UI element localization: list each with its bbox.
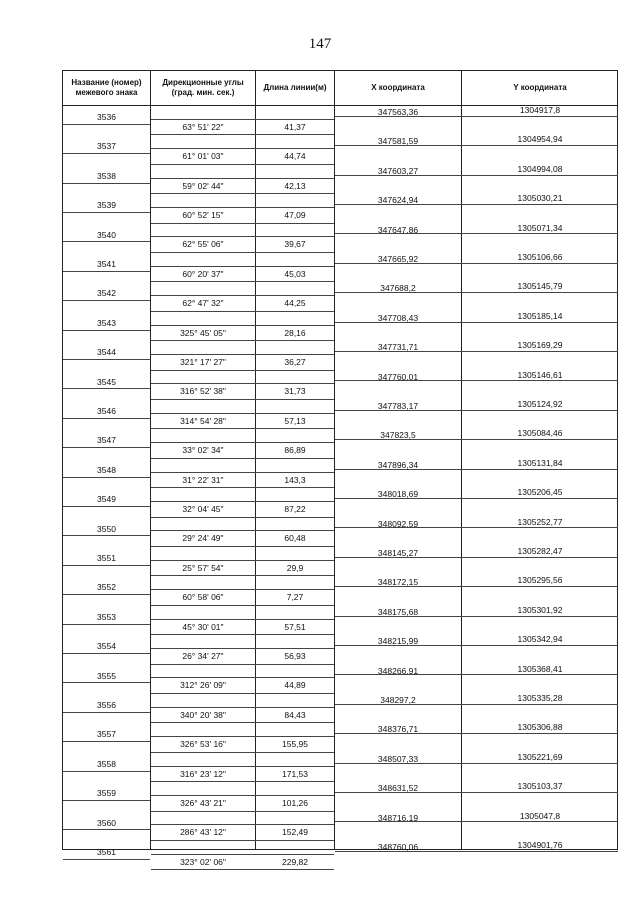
row-divider xyxy=(63,859,150,860)
point-name: 3559 xyxy=(97,788,116,799)
line-length: 7,27 xyxy=(286,592,304,603)
row-divider xyxy=(63,829,150,830)
y-coordinate: 1304901,76 xyxy=(517,840,563,850)
row-divider xyxy=(335,821,618,822)
direction-angle: 61° 01' 03" xyxy=(182,151,224,162)
point-name: 3549 xyxy=(97,494,116,505)
line-length: 44,89 xyxy=(284,680,306,691)
row-divider xyxy=(151,824,334,825)
row-divider xyxy=(335,380,618,381)
y-coordinate: 1305103,37 xyxy=(517,781,563,792)
row-divider xyxy=(335,674,618,675)
direction-angle: 26° 34' 27" xyxy=(182,650,224,661)
row-divider xyxy=(335,439,618,440)
row-divider xyxy=(151,677,334,678)
point-name: 3537 xyxy=(97,141,116,152)
y-coordinate: 1305252,77 xyxy=(517,516,563,527)
x-coordinate: 348376,71 xyxy=(377,724,419,735)
line-length: 39,67 xyxy=(284,239,306,250)
row-divider xyxy=(63,124,150,125)
y-coordinate: 1305124,92 xyxy=(517,399,563,409)
direction-angle: 60° 52' 15" xyxy=(182,209,224,220)
point-name: 3557 xyxy=(97,729,116,740)
row-divider xyxy=(335,733,618,734)
y-coordinate: 1305106,66 xyxy=(517,252,563,262)
line-length: 45,03 xyxy=(284,268,306,279)
row-divider xyxy=(151,575,334,576)
y-coordinate: 1305282,47 xyxy=(517,546,563,556)
x-coordinate: 348175,68 xyxy=(377,606,419,617)
x-coordinate: 347624,94 xyxy=(377,195,419,206)
direction-angle: 316° 23' 12" xyxy=(180,768,226,779)
y-coordinate: 1305342,94 xyxy=(517,634,563,645)
row-divider xyxy=(63,330,150,331)
point-name: 3540 xyxy=(97,229,116,240)
row-divider xyxy=(151,354,334,355)
direction-angle: 325° 45' 05" xyxy=(180,327,226,338)
row-divider xyxy=(151,560,334,561)
row-divider xyxy=(151,340,334,341)
x-coordinate: 348266,91 xyxy=(377,665,419,676)
direction-angle: 60° 58' 06" xyxy=(182,592,224,603)
row-divider xyxy=(151,223,334,224)
row-divider xyxy=(151,207,334,208)
row-divider xyxy=(151,707,334,708)
point-name: 3539 xyxy=(97,200,116,211)
row-divider xyxy=(151,236,334,237)
row-divider xyxy=(151,119,334,120)
coordinates-table xyxy=(62,70,618,867)
line-length: 57,51 xyxy=(284,621,306,632)
direction-angle: 33° 02' 34" xyxy=(182,445,224,456)
row-divider xyxy=(151,295,334,296)
row-divider xyxy=(151,266,334,267)
row-divider xyxy=(63,388,150,389)
point-name: 3542 xyxy=(97,288,116,299)
point-name: 3536 xyxy=(97,112,116,122)
row-divider xyxy=(151,148,334,149)
y-coordinate: 1305131,84 xyxy=(517,457,563,468)
row-divider xyxy=(151,458,334,459)
y-coordinate: 1305084,46 xyxy=(517,428,563,439)
row-divider xyxy=(151,428,334,429)
point-name: 3551 xyxy=(97,553,116,563)
row-divider xyxy=(63,653,150,654)
direction-angle: 312° 26' 09" xyxy=(180,680,226,691)
row-divider xyxy=(63,624,150,625)
point-name: 3560 xyxy=(97,817,116,828)
row-divider xyxy=(151,605,334,606)
point-name: 3558 xyxy=(97,758,116,769)
x-coordinate: 347760,01 xyxy=(377,371,419,382)
line-length: 44,25 xyxy=(284,298,306,309)
point-name: 3552 xyxy=(97,582,116,593)
direction-angle: 316° 52' 38" xyxy=(180,386,226,397)
x-coordinate: 347563,36 xyxy=(377,107,419,117)
row-divider xyxy=(335,645,618,646)
point-name: 3555 xyxy=(97,670,116,681)
y-coordinate: 1305301,92 xyxy=(517,604,563,615)
x-coordinate: 348760,06 xyxy=(377,842,419,852)
line-length: 57,13 xyxy=(284,415,306,426)
line-length: 56,93 xyxy=(284,650,306,661)
y-coordinate: 1305071,34 xyxy=(517,222,563,233)
row-divider xyxy=(151,487,334,488)
y-coordinate: 1304994,08 xyxy=(517,163,563,174)
point-name: 3561 xyxy=(97,847,116,857)
x-coordinate: 347688,2 xyxy=(380,283,416,294)
row-divider xyxy=(335,263,618,264)
row-divider xyxy=(151,634,334,635)
x-coordinate: 347665,92 xyxy=(377,254,419,264)
x-coordinate: 348716,19 xyxy=(377,812,419,823)
line-length: 101,26 xyxy=(282,797,308,808)
point-name: 3553 xyxy=(97,611,116,622)
row-divider xyxy=(151,693,334,694)
row-divider xyxy=(151,736,334,737)
point-name: 3547 xyxy=(97,435,116,446)
direction-angle: 60° 20' 37" xyxy=(182,268,224,279)
point-name: 3543 xyxy=(97,317,116,328)
row-divider xyxy=(151,252,334,253)
row-divider xyxy=(151,134,334,135)
row-divider xyxy=(63,212,150,213)
row-divider xyxy=(151,546,334,547)
line-length: 36,27 xyxy=(284,356,306,367)
row-divider xyxy=(151,399,334,400)
row-divider xyxy=(63,359,150,360)
row-divider xyxy=(335,145,618,146)
row-divider xyxy=(335,586,618,587)
line-length: 44,74 xyxy=(284,151,306,162)
direction-angle: 29° 24' 49" xyxy=(182,533,224,544)
row-divider xyxy=(151,589,334,590)
row-divider xyxy=(63,594,150,595)
line-length: 41,37 xyxy=(284,121,306,132)
line-length: 143,3 xyxy=(284,474,306,485)
x-coordinate: 348215,99 xyxy=(377,636,419,647)
x-coordinate: 347783,17 xyxy=(377,401,419,411)
row-divider xyxy=(151,619,334,620)
direction-angle: 45° 30' 01" xyxy=(182,621,224,632)
line-length: 29,9 xyxy=(286,562,304,573)
row-divider xyxy=(151,178,334,179)
line-length: 60,48 xyxy=(284,533,306,544)
row-divider xyxy=(335,351,618,352)
line-length: 155,95 xyxy=(282,739,308,750)
row-divider xyxy=(151,854,334,855)
y-coordinate: 1305368,41 xyxy=(517,663,563,674)
x-coordinate: 347731,71 xyxy=(377,342,419,353)
y-coordinate: 1305335,28 xyxy=(517,693,563,703)
line-length: 42,13 xyxy=(284,180,306,191)
row-divider xyxy=(63,800,150,801)
row-divider xyxy=(335,469,618,470)
header-line-length: Длина линии(м) xyxy=(263,83,327,92)
point-name: 3546 xyxy=(97,406,116,416)
row-divider xyxy=(151,370,334,371)
line-length: 47,09 xyxy=(284,209,306,220)
header-point-name: Название (номер) межевого знака xyxy=(71,78,142,97)
row-divider xyxy=(151,472,334,473)
y-coordinate: 1305306,88 xyxy=(517,722,563,733)
x-coordinate: 348297,2 xyxy=(380,695,416,705)
x-coordinate: 347896,34 xyxy=(377,459,419,470)
row-divider xyxy=(335,322,618,323)
point-name: 3538 xyxy=(97,170,116,181)
header-x-coordinate: X координата xyxy=(371,83,425,92)
y-coordinate: 1304954,94 xyxy=(517,134,563,145)
y-coordinate: 1305047,8 xyxy=(519,810,561,821)
direction-angle: 32° 04' 45" xyxy=(182,503,224,514)
line-length: 87,22 xyxy=(284,503,306,514)
row-divider xyxy=(151,869,334,870)
line-length: 84,43 xyxy=(284,709,306,720)
row-divider xyxy=(151,648,334,649)
direction-angle: 63° 51' 22" xyxy=(182,121,224,132)
row-divider xyxy=(63,477,150,478)
row-divider xyxy=(151,781,334,782)
direction-angle: 340° 20' 38" xyxy=(180,709,226,720)
point-name: 3554 xyxy=(97,641,116,652)
y-coordinate: 1305221,69 xyxy=(517,751,563,762)
row-divider xyxy=(151,752,334,753)
row-divider xyxy=(151,501,334,502)
row-divider xyxy=(151,664,334,665)
row-divider xyxy=(151,164,334,165)
y-coordinate: 1304917,8 xyxy=(519,105,561,115)
x-coordinate: 348507,33 xyxy=(377,753,419,764)
row-divider xyxy=(151,811,334,812)
y-coordinate: 1305206,45 xyxy=(517,487,563,498)
row-divider xyxy=(335,527,618,528)
row-divider xyxy=(151,722,334,723)
row-divider xyxy=(63,300,150,301)
row-divider xyxy=(335,175,618,176)
row-divider xyxy=(63,535,150,536)
row-divider xyxy=(151,442,334,443)
direction-angle: 59° 02' 44" xyxy=(182,180,224,191)
point-name: 3544 xyxy=(97,347,116,358)
y-coordinate: 1305185,14 xyxy=(517,310,563,321)
direction-angle: 321° 17' 27" xyxy=(180,356,226,367)
line-length: 86,89 xyxy=(284,445,306,456)
x-coordinate: 348145,27 xyxy=(377,548,419,558)
row-divider xyxy=(63,183,150,184)
y-coordinate: 1305146,61 xyxy=(517,369,563,380)
row-divider xyxy=(335,292,618,293)
row-divider xyxy=(151,530,334,531)
row-divider xyxy=(63,771,150,772)
direction-angle: 31° 22' 31" xyxy=(182,474,224,485)
row-divider xyxy=(63,153,150,154)
direction-angle: 326° 43' 21" xyxy=(180,797,226,808)
row-divider xyxy=(335,557,618,558)
row-divider xyxy=(151,311,334,312)
y-coordinate: 1305169,29 xyxy=(517,340,563,351)
row-divider xyxy=(63,712,150,713)
x-coordinate: 347603,27 xyxy=(377,165,419,176)
x-coordinate: 347708,43 xyxy=(377,312,419,323)
direction-angle: 25° 57' 54" xyxy=(182,562,224,573)
row-divider xyxy=(151,517,334,518)
row-divider xyxy=(151,795,334,796)
row-divider xyxy=(335,792,618,793)
row-divider xyxy=(335,616,618,617)
direction-angle: 62° 47' 32" xyxy=(182,298,224,309)
direction-angle: 323° 02' 06" xyxy=(180,856,226,867)
row-divider xyxy=(335,763,618,764)
line-length: 171,53 xyxy=(282,768,308,779)
line-length: 229,82 xyxy=(282,856,308,867)
point-name: 3548 xyxy=(97,464,116,475)
row-divider xyxy=(63,447,150,448)
row-divider xyxy=(151,840,334,841)
x-coordinate: 348018,69 xyxy=(377,489,419,500)
header-direction-angle: Дирекционные углы (град. мин. сек.) xyxy=(162,78,244,97)
point-name: 3545 xyxy=(97,376,116,387)
row-divider xyxy=(335,498,618,499)
row-divider xyxy=(335,204,618,205)
x-coordinate: 348172,15 xyxy=(377,577,419,588)
line-length: 31,73 xyxy=(284,386,306,397)
x-coordinate: 347647,86 xyxy=(377,224,419,235)
row-divider xyxy=(63,506,150,507)
x-coordinate: 347823,5 xyxy=(380,430,416,441)
row-divider xyxy=(63,241,150,242)
row-divider xyxy=(335,704,618,705)
page-number: 147 xyxy=(308,36,332,52)
row-divider xyxy=(335,116,618,117)
direction-angle: 62° 55' 06" xyxy=(182,239,224,250)
point-name: 3550 xyxy=(97,523,116,534)
row-divider xyxy=(335,233,618,234)
line-length: 152,49 xyxy=(282,827,308,838)
row-divider xyxy=(63,741,150,742)
row-divider xyxy=(151,193,334,194)
y-coordinate: 1305145,79 xyxy=(517,281,563,292)
row-divider xyxy=(151,766,334,767)
row-divider xyxy=(63,271,150,272)
direction-angle: 314° 54' 28" xyxy=(180,415,226,426)
row-divider xyxy=(63,682,150,683)
x-coordinate: 347581,59 xyxy=(377,136,419,147)
y-coordinate: 1305295,56 xyxy=(517,575,563,586)
row-divider xyxy=(151,281,334,282)
y-coordinate: 1305030,21 xyxy=(517,193,563,204)
direction-angle: 286° 43' 12" xyxy=(180,827,226,838)
line-length: 28,16 xyxy=(284,327,306,338)
row-divider xyxy=(335,851,618,852)
x-coordinate: 348092,59 xyxy=(377,518,419,529)
row-divider xyxy=(151,383,334,384)
header-y-coordinate: Y координата xyxy=(513,83,567,92)
row-divider xyxy=(335,410,618,411)
row-divider xyxy=(63,565,150,566)
direction-angle: 326° 53' 16" xyxy=(180,739,226,750)
row-divider xyxy=(63,418,150,419)
row-divider xyxy=(151,325,334,326)
row-divider xyxy=(151,413,334,414)
point-name: 3556 xyxy=(97,700,116,710)
point-name: 3541 xyxy=(97,259,116,269)
x-coordinate: 348631,52 xyxy=(377,783,419,794)
